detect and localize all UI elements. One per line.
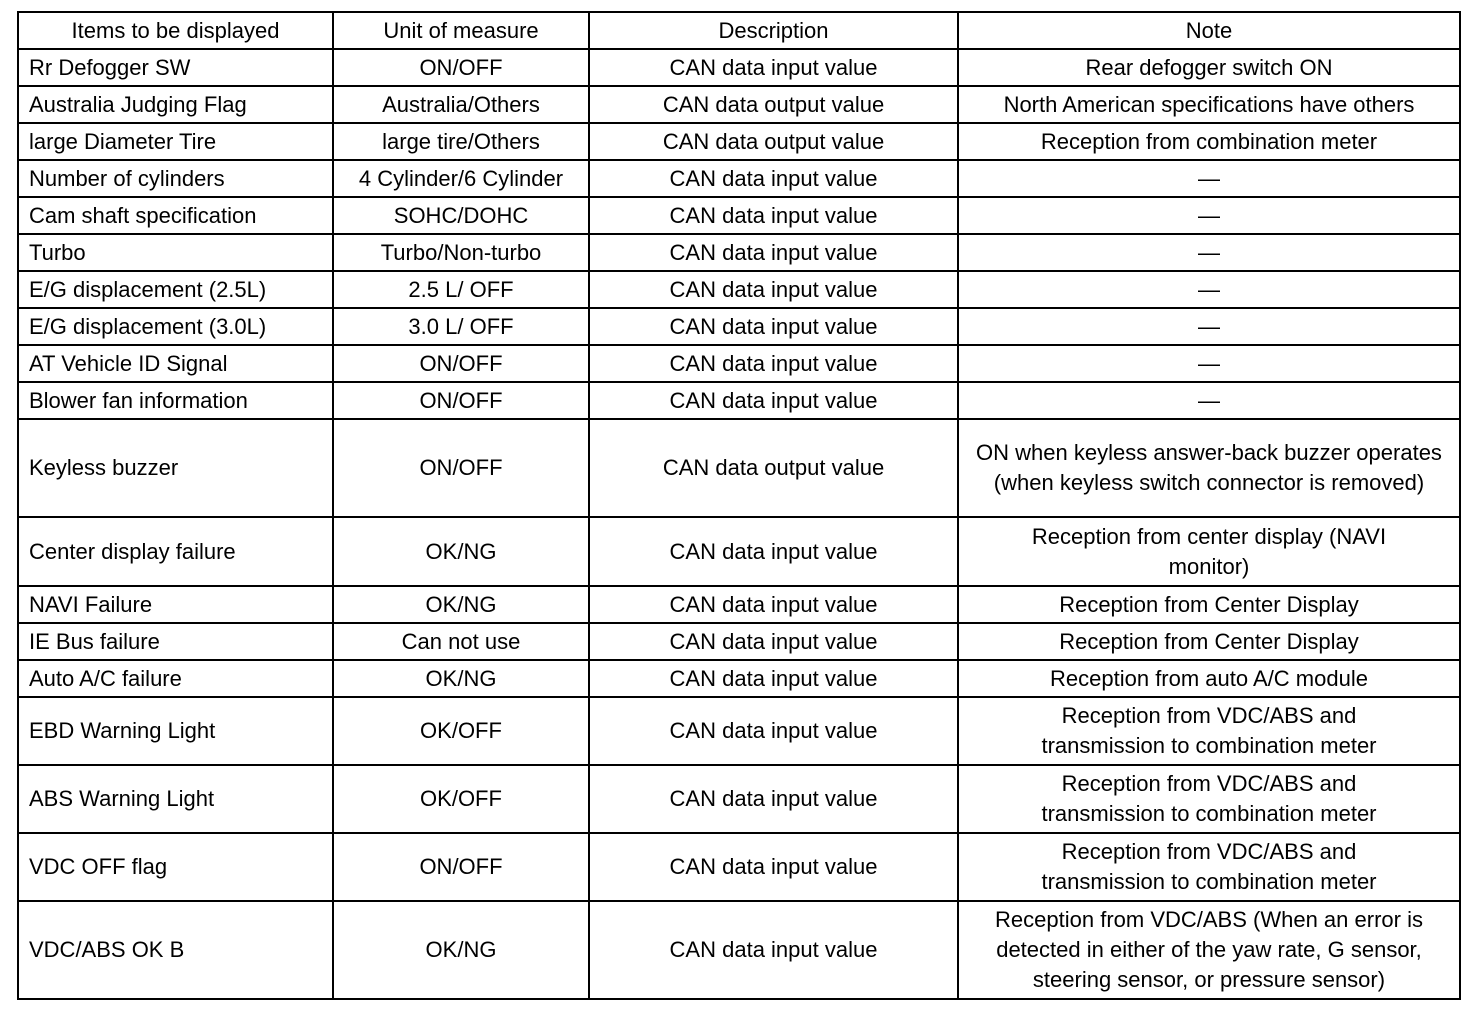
cell-unit: ON/OFF — [333, 833, 589, 901]
cell-description: CAN data input value — [589, 833, 958, 901]
table-row — [18, 382, 1460, 419]
cell-item: Australia Judging Flag — [18, 86, 333, 123]
cell-description: CAN data input value — [589, 160, 958, 197]
display-items-table — [17, 11, 1461, 1000]
cell-description: CAN data input value — [589, 308, 958, 345]
cell-description: CAN data input value — [589, 49, 958, 86]
table-row — [18, 660, 1460, 697]
cell-description: CAN data input value — [589, 517, 958, 586]
table-row — [18, 345, 1460, 382]
cell-note: Reception from Center Display — [958, 586, 1460, 623]
cell-unit: OK/OFF — [333, 697, 589, 765]
cell-note: — — [958, 160, 1460, 197]
cell-item: EBD Warning Light — [18, 697, 333, 765]
cell-description: CAN data input value — [589, 586, 958, 623]
table-row — [18, 271, 1460, 308]
table-row — [18, 623, 1460, 660]
cell-note: Reception from auto A/C module — [958, 660, 1460, 697]
header-note: Note — [958, 12, 1460, 49]
table-row — [18, 197, 1460, 234]
cell-item: Cam shaft specification — [18, 197, 333, 234]
cell-unit: SOHC/DOHC — [333, 197, 589, 234]
cell-unit: Turbo/Non-turbo — [333, 234, 589, 271]
cell-item: Center display failure — [18, 517, 333, 586]
cell-description: CAN data input value — [589, 660, 958, 697]
table-row — [18, 697, 1460, 765]
table-row — [18, 419, 1460, 517]
cell-description: CAN data input value — [589, 234, 958, 271]
cell-description: CAN data input value — [589, 345, 958, 382]
cell-unit: OK/NG — [333, 517, 589, 586]
cell-item: Rr Defogger SW — [18, 49, 333, 86]
table-row — [18, 833, 1460, 901]
cell-item: VDC OFF flag — [18, 833, 333, 901]
cell-item: ABS Warning Light — [18, 765, 333, 833]
cell-item: large Diameter Tire — [18, 123, 333, 160]
cell-unit: Can not use — [333, 623, 589, 660]
table-row — [18, 586, 1460, 623]
cell-unit: ON/OFF — [333, 382, 589, 419]
cell-note: Reception from VDC/ABS and transmission to combination meter — [958, 833, 1460, 901]
cell-note: Reception from Center Display — [958, 623, 1460, 660]
table-row — [18, 765, 1460, 833]
table-row — [18, 86, 1460, 123]
table-row — [18, 901, 1460, 999]
cell-description: CAN data input value — [589, 697, 958, 765]
cell-note: Rear defogger switch ON — [958, 49, 1460, 86]
cell-note: Reception from center display (NAVI monitor) — [958, 517, 1460, 586]
cell-note: — — [958, 234, 1460, 271]
cell-unit: 3.0 L/ OFF — [333, 308, 589, 345]
cell-unit: OK/OFF — [333, 765, 589, 833]
cell-description: CAN data input value — [589, 765, 958, 833]
cell-note: North American specifications have others — [958, 86, 1460, 123]
cell-unit: large tire/Others — [333, 123, 589, 160]
cell-item: Turbo — [18, 234, 333, 271]
header-unit: Unit of measure — [333, 12, 589, 49]
cell-item: Blower fan information — [18, 382, 333, 419]
header-description: Description — [589, 12, 958, 49]
table-row — [18, 234, 1460, 271]
header-items: Items to be displayed — [18, 12, 333, 49]
cell-unit: Australia/Others — [333, 86, 589, 123]
table-row — [18, 308, 1460, 345]
cell-item: E/G displacement (3.0L) — [18, 308, 333, 345]
cell-description: CAN data input value — [589, 271, 958, 308]
cell-description: CAN data input value — [589, 197, 958, 234]
cell-unit: ON/OFF — [333, 345, 589, 382]
cell-item: Number of cylinders — [18, 160, 333, 197]
cell-unit: OK/NG — [333, 586, 589, 623]
cell-description: CAN data output value — [589, 419, 958, 517]
cell-note: — — [958, 382, 1460, 419]
cell-unit: OK/NG — [333, 901, 589, 999]
cell-item: Auto A/C failure — [18, 660, 333, 697]
cell-item: VDC/ABS OK B — [18, 901, 333, 999]
cell-note: — — [958, 271, 1460, 308]
cell-item: E/G displacement (2.5L) — [18, 271, 333, 308]
cell-description: CAN data output value — [589, 86, 958, 123]
cell-unit: 2.5 L/ OFF — [333, 271, 589, 308]
cell-item: NAVI Failure — [18, 586, 333, 623]
cell-note: — — [958, 345, 1460, 382]
cell-note: Reception from combination meter — [958, 123, 1460, 160]
cell-note: Reception from VDC/ABS and transmission to combination meter — [958, 697, 1460, 765]
cell-description: CAN data input value — [589, 382, 958, 419]
cell-note: — — [958, 197, 1460, 234]
table-row — [18, 49, 1460, 86]
cell-unit: OK/NG — [333, 660, 589, 697]
cell-description: CAN data input value — [589, 623, 958, 660]
table-row — [18, 160, 1460, 197]
cell-description: CAN data input value — [589, 901, 958, 999]
table-row — [18, 517, 1460, 586]
table-row — [18, 123, 1460, 160]
cell-note: ON when keyless answer-back buzzer operates (when keyless switch connector is removed) — [958, 419, 1460, 517]
cell-unit: ON/OFF — [333, 419, 589, 517]
cell-note: Reception from VDC/ABS (When an error is detected in either of the yaw rate, G sensor, steering sensor, or pressure sensor) — [958, 901, 1460, 999]
cell-unit: 4 Cylinder/6 Cylinder — [333, 160, 589, 197]
cell-note: Reception from VDC/ABS and transmission to combination meter — [958, 765, 1460, 833]
cell-item: AT Vehicle ID Signal — [18, 345, 333, 382]
cell-unit: ON/OFF — [333, 49, 589, 86]
cell-note: — — [958, 308, 1460, 345]
cell-item: IE Bus failure — [18, 623, 333, 660]
cell-item: Keyless buzzer — [18, 419, 333, 517]
header-row — [18, 12, 1460, 49]
cell-description: CAN data output value — [589, 123, 958, 160]
